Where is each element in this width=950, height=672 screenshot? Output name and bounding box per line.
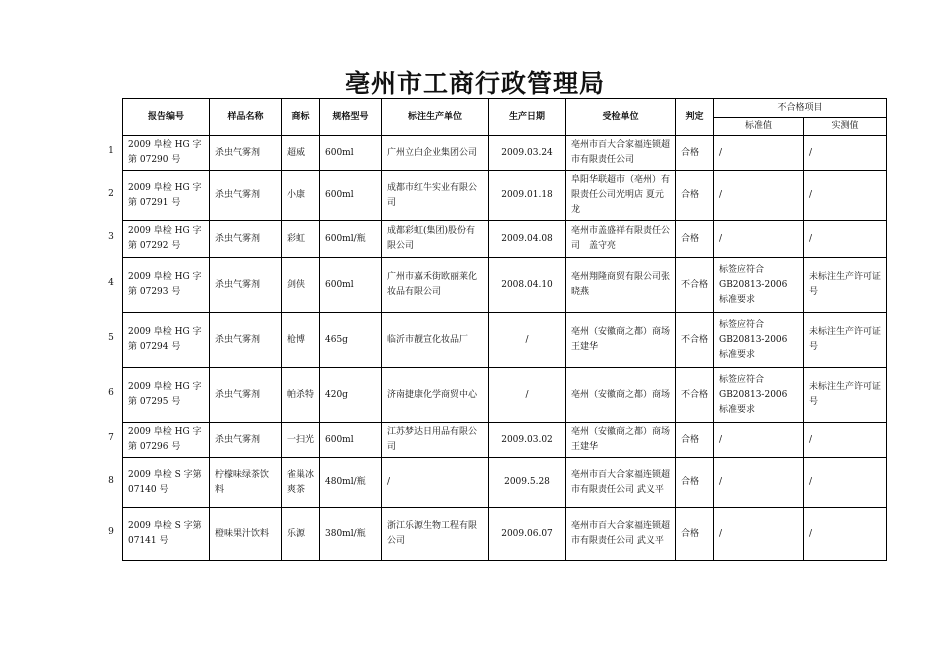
production-date-cell: / — [489, 368, 566, 423]
row-number-column — [100, 0, 122, 672]
row-number: 3 — [108, 232, 114, 242]
sample-name-cell: 柠檬味绿茶饮料 — [210, 458, 282, 508]
manufacturer-cell: 成都市红牛实业有限公司 — [382, 171, 489, 221]
measured-value-cell: / — [804, 136, 887, 171]
measured-value-cell: 未标注生产许可证号 — [804, 368, 887, 423]
measured-value-cell: 未标注生产许可证号 — [804, 258, 887, 313]
spec-cell: 600ml — [320, 171, 382, 221]
row-number: 9 — [108, 527, 114, 537]
measured-value-cell: / — [804, 423, 887, 458]
verdict-cell: 不合格 — [676, 258, 714, 313]
table-row — [123, 313, 887, 368]
standard-value-cell: / — [714, 508, 804, 561]
sample-name-cell: 杀虫气雾剂 — [210, 221, 282, 258]
spec-cell: 420g — [320, 368, 382, 423]
manufacturer-cell: 江苏梦达日用品有限公司 — [382, 423, 489, 458]
production-date-cell: 2009.06.07 — [489, 508, 566, 561]
verdict-cell: 合格 — [676, 458, 714, 508]
row-number: 2 — [108, 188, 114, 199]
sample-name-cell: 杀虫气雾剂 — [210, 258, 282, 313]
row-number: 1 — [108, 146, 114, 156]
measured-value-cell: / — [804, 171, 887, 221]
trademark-cell: 枪博 — [282, 313, 320, 368]
verdict-cell: 不合格 — [676, 368, 714, 423]
verdict-cell: 合格 — [676, 171, 714, 221]
spec-cell: 600ml — [320, 423, 382, 458]
manufacturer-cell: 浙江乐源生物工程有限公司 — [382, 508, 489, 561]
inspected-unit-cell: 亳州市盖盛祥有限责任公司 盖守亮 — [566, 221, 676, 258]
header-measured-value: 实测值 — [804, 118, 887, 136]
standard-value-cell: / — [714, 423, 804, 458]
production-date-cell: 2009.04.08 — [489, 221, 566, 258]
standard-value-cell: / — [714, 171, 804, 221]
production-date-cell: 2009.01.18 — [489, 171, 566, 221]
header-verdict: 判定 — [676, 99, 714, 136]
standard-value-cell: 标签应符合 GB20813-2006 标准要求 — [714, 258, 804, 313]
trademark-cell: 雀巢冰爽茶 — [282, 458, 320, 508]
manufacturer-cell: / — [382, 458, 489, 508]
production-date-cell: 2009.5.28 — [489, 458, 566, 508]
production-date-cell: 2008.04.10 — [489, 258, 566, 313]
sample-name-cell: 橙味果汁饮料 — [210, 508, 282, 561]
verdict-cell: 合格 — [676, 508, 714, 561]
production-date-cell: 2009.03.02 — [489, 423, 566, 458]
standard-value-cell: / — [714, 136, 804, 171]
spec-cell: 600ml — [320, 136, 382, 171]
manufacturer-cell: 济南捷康化学商贸中心 — [382, 368, 489, 423]
inspected-unit-cell: 阜阳华联超市（亳州）有限责任公司光明店 夏元龙 — [566, 171, 676, 221]
row-number: 7 — [108, 433, 114, 443]
spec-cell: 600ml/瓶 — [320, 221, 382, 258]
inspected-unit-cell: 亳州市百大合家福连锁超市有限责任公司 武义平 — [566, 458, 676, 508]
table-row — [123, 221, 887, 258]
trademark-cell: 超威 — [282, 136, 320, 171]
row-number: 6 — [108, 388, 114, 398]
spec-cell: 600ml — [320, 258, 382, 313]
measured-value-cell: / — [804, 221, 887, 258]
verdict-cell: 合格 — [676, 221, 714, 258]
manufacturer-cell: 广州立白企业集团公司 — [382, 136, 489, 171]
header-inspected-unit: 受检单位 — [566, 99, 676, 136]
measured-value-cell: / — [804, 508, 887, 561]
trademark-cell: 帕杀特 — [282, 368, 320, 423]
report-no-cell: 2009 阜检 HG 字第 07295 号 — [123, 368, 210, 423]
report-no-cell: 2009 阜检 S 字第 07141 号 — [123, 508, 210, 561]
standard-value-cell: 标签应符合 GB20813-2006 标准要求 — [714, 368, 804, 423]
sample-name-cell: 杀虫气雾剂 — [210, 171, 282, 221]
sample-name-cell: 杀虫气雾剂 — [210, 313, 282, 368]
manufacturer-cell: 临沂市靓宣化妆品厂 — [382, 313, 489, 368]
inspection-report-table — [122, 98, 887, 561]
header-trademark: 商标 — [282, 99, 320, 136]
spec-cell: 465g — [320, 313, 382, 368]
production-date-cell: / — [489, 313, 566, 368]
spec-cell: 380ml/瓶 — [320, 508, 382, 561]
manufacturer-cell: 广州市嘉禾街欧丽莱化妆品有限公司 — [382, 258, 489, 313]
header-manufacturer: 标注生产单位 — [382, 99, 489, 136]
spec-cell: 480ml/瓶 — [320, 458, 382, 508]
header-production-date: 生产日期 — [489, 99, 566, 136]
standard-value-cell: / — [714, 221, 804, 258]
inspected-unit-cell: 亳州翔隆商贸有限公司张晓燕 — [566, 258, 676, 313]
inspected-unit-cell: 亳州（安徽商之都）商场 — [566, 368, 676, 423]
measured-value-cell: 未标注生产许可证号 — [804, 313, 887, 368]
page-title: 亳州市工商行政管理局 — [344, 69, 605, 98]
report-no-cell: 2009 阜检 HG 字第 07293 号 — [123, 258, 210, 313]
table-row — [123, 258, 887, 313]
header-fail-items: 不合格项目 — [714, 99, 887, 118]
trademark-cell: 小康 — [282, 171, 320, 221]
header-spec: 规格型号 — [320, 99, 382, 136]
verdict-cell: 合格 — [676, 136, 714, 171]
trademark-cell: 一扫光 — [282, 423, 320, 458]
header-standard-value: 标准值 — [714, 118, 804, 136]
trademark-cell: 乐源 — [282, 508, 320, 561]
report-no-cell: 2009 阜检 HG 字第 07292 号 — [123, 221, 210, 258]
table-row — [123, 508, 887, 561]
header-sample-name: 样品名称 — [210, 99, 282, 136]
table-row — [123, 368, 887, 423]
row-number: 5 — [108, 333, 114, 343]
table-row — [123, 423, 887, 458]
row-number: 8 — [108, 475, 114, 486]
report-no-cell: 2009 阜检 HG 字第 07291 号 — [123, 171, 210, 221]
verdict-cell: 合格 — [676, 423, 714, 458]
table-row — [123, 171, 887, 221]
sample-name-cell: 杀虫气雾剂 — [210, 136, 282, 171]
trademark-cell: 剑侠 — [282, 258, 320, 313]
report-no-cell: 2009 阜检 S 字第 07140 号 — [123, 458, 210, 508]
trademark-cell: 彩虹 — [282, 221, 320, 258]
standard-value-cell: / — [714, 458, 804, 508]
production-date-cell: 2009.03.24 — [489, 136, 566, 171]
header-report-no: 报告编号 — [123, 99, 210, 136]
report-no-cell: 2009 阜检 HG 字第 07294 号 — [123, 313, 210, 368]
standard-value-cell: 标签应符合 GB20813-2006 标准要求 — [714, 313, 804, 368]
inspected-unit-cell: 亳州市百大合家福连锁超市有限责任公司 — [566, 136, 676, 171]
row-number: 4 — [108, 278, 114, 288]
report-no-cell: 2009 阜检 HG 字第 07296 号 — [123, 423, 210, 458]
inspected-unit-cell: 亳州（安徽商之都）商场 王建华 — [566, 423, 676, 458]
sample-name-cell: 杀虫气雾剂 — [210, 368, 282, 423]
sample-name-cell: 杀虫气雾剂 — [210, 423, 282, 458]
measured-value-cell: / — [804, 458, 887, 508]
report-no-cell: 2009 阜检 HG 字第 07290 号 — [123, 136, 210, 171]
verdict-cell: 不合格 — [676, 313, 714, 368]
table-row — [123, 458, 887, 508]
manufacturer-cell: 成都彩虹(集团)股份有限公司 — [382, 221, 489, 258]
inspected-unit-cell: 亳州市百大合家福连锁超市有限责任公司 武义平 — [566, 508, 676, 561]
table-row — [123, 136, 887, 171]
inspected-unit-cell: 亳州（安徽商之都）商场 王建华 — [566, 313, 676, 368]
